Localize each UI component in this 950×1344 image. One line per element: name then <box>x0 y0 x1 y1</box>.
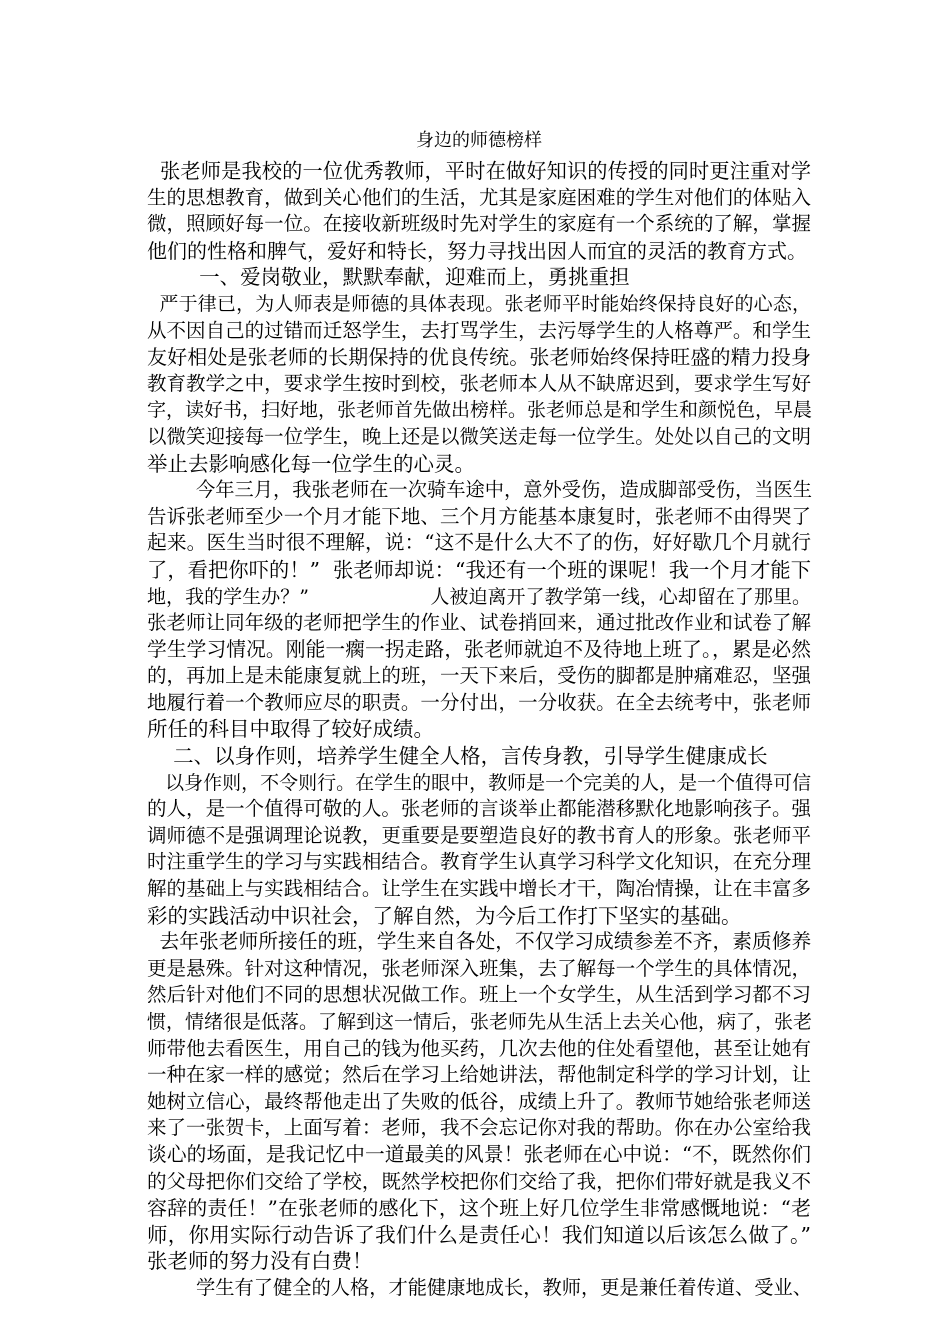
text-line: 举止去影响感化每一位学生的心灵。 <box>147 451 475 476</box>
text-line: 她树立信心，最终帮他走出了失败的低谷，成绩上升了。教师节她给张老师送 <box>147 1089 811 1113</box>
text-line: 学生学习情况。刚能一瘸一拐走路，张老师就迫不及待地上班了。，累是必然 <box>147 637 811 661</box>
text-line: 严于律已，为人师表是师德的具体表现。张老师平时能始终保持良好的心态， <box>147 292 811 315</box>
text-line: 惯，情绪很是低落。了解到这一情后，张老师先从生活上去关心他，病了，张老 <box>147 1011 813 1033</box>
text-line: 时注重学生的学习与实践相结合。教育学生认真学习科学文化知识，在充分理 <box>147 850 811 874</box>
text-line: 的父母把你们交给了学校，既然学校把你们交给了我，把你们带好就是我义不 <box>147 1169 811 1193</box>
text-line: 以微笑迎接每一位学生，晚上还是以微笑送走每一位学生。处处以自己的文明 <box>147 424 811 448</box>
text-line: 容辞的责任！”在张老师的感化下，这个班上好几位学生非常感慨地说：“老 <box>147 1196 811 1221</box>
text-line: 地，我的学生办？” 人被迫离开了教学第一线，心却留在了那里。 <box>147 585 811 608</box>
section-heading: 二、以身作则，培养学生健全人格，言传身教，引导学生健康成长 <box>147 744 768 769</box>
text-line: 地履行着一个教师应尽的职责。一分付出，一分收获。在全去统考中，张老师 <box>147 690 811 714</box>
document-body <box>147 158 811 1302</box>
document-page <box>147 128 811 1302</box>
text-line: 师带他去看医生，用自己的钱为他买药，几次去他的住处看望他，甚至让她有 <box>147 1036 811 1060</box>
text-line: 张老师让同年级的老师把学生的作业、试卷捎回来，通过批改作业和试卷了解 <box>147 611 811 635</box>
text-line: 生的思想教育，做到关心他们的生活，尤其是家庭困难的学生对他们的体贴入 <box>147 185 811 209</box>
text-line: 教育教学之中，要求学生按时到校，张老师本人从不缺席迟到，要求学生写好 <box>147 371 811 395</box>
text-line: 起来。医生当时很不理解，说：“这不是什么大不了的伤，好好歇几个月就行 <box>147 531 811 555</box>
text-line: 告诉张老师至少一个月才能下地、三个月方能基本康复时，张老师不由得哭了 <box>147 504 811 528</box>
text-line: 的，再加上是未能康复就上的班，一天下来后，受伤的脚都是肿痛难忍，坚强 <box>147 664 811 688</box>
section-heading: 一、爱岗敬业，默默奉献，迎难而上，勇挑重担 <box>147 265 630 290</box>
text-line: 师，你用实际行动告诉了我们什么是责任心！我们知道以后该怎么做了。” <box>147 1222 811 1247</box>
text-line: 他们的性格和脾气，爱好和特长，努力寻找出因人而宜的灵活的教育方式。 <box>147 238 807 263</box>
text-line: 了，看把你吓的！” 张老师却说：“我还有一个班的课呢！我一个月才能下 <box>147 557 811 582</box>
text-line: 以身作则，不令则行。在学生的眼中，教师是一个完美的人，是一个值得可信 <box>147 771 812 794</box>
text-line: 一种在家一样的感觉；然后在学习上给她讲法，帮他制定科学的学习计划，让 <box>147 1063 811 1087</box>
text-line: 然后针对他们不同的思想状况做工作。班上一个女学生，从生活到学习都不习 <box>147 983 811 1007</box>
text-line: 的人，是一个值得可敬的人。张老师的言谈举止都能潜移默化地影响孩子。强 <box>147 797 811 821</box>
text-line: 所任的科目中取得了较好成绩。 <box>147 717 434 742</box>
text-line: 更是悬殊。针对这种情况，张老师深入班集，去了解每一个学生的具体情况， <box>147 956 811 980</box>
text-line: 谈心的场面，是我记忆中一道最美的风景！张老师在心中说：“不，既然你们 <box>147 1142 811 1166</box>
text-line: 从不因自己的过错而迁怒学生，去打骂学生，去污辱学生的人格尊严。和学生 <box>147 318 811 342</box>
text-line: 友好相处是张老师的长期保持的优良传统。张老师始终保持旺盛的精力投身 <box>147 345 811 370</box>
text-line: 今年三月，我张老师在一次骑车途中，意外受伤，造成脚部受伤，当医生 <box>147 478 812 502</box>
text-line: 去年张老师所接任的班，学生来自各处，不仅学习成绩参差不齐，素质修养 <box>147 930 812 954</box>
document-title: 身边的师德榜样 <box>416 130 542 151</box>
text-line: 字，读好书，扫好地，张老师首先做出榜样。张老师总是和学生和颜悦色，早晨 <box>147 399 813 422</box>
text-line: 微，照顾好每一位。在接收新班级时先对学生的家庭有一个系统的了解，掌握 <box>147 212 811 236</box>
text-line: 彩的实践活动中识社会，了解自然，为今后工作打下坚实的基础。 <box>147 903 742 928</box>
text-line: 学生有了健全的人格，才能健康地成长，教师，更是兼任着传道、受业、 <box>147 1275 812 1299</box>
text-line: 解的基础上与实践相结合。让学生在实践中增长才干，陶冶情操，让在丰富多 <box>147 877 811 901</box>
text-line: 张老师的努力没有白费！ <box>147 1249 373 1274</box>
text-line: 来了一张贺卡，上面写着：老师，我不会忘记你对我的帮助。你在办公室给我 <box>147 1116 811 1140</box>
text-line: 调师德不是强调理论说教，更重要是要塑造良好的教书育人的形象。张老师平 <box>147 823 811 847</box>
text-line: 张老师是我校的一位优秀教师，平时在做好知识的传授的同时更注重对学 <box>147 159 811 183</box>
